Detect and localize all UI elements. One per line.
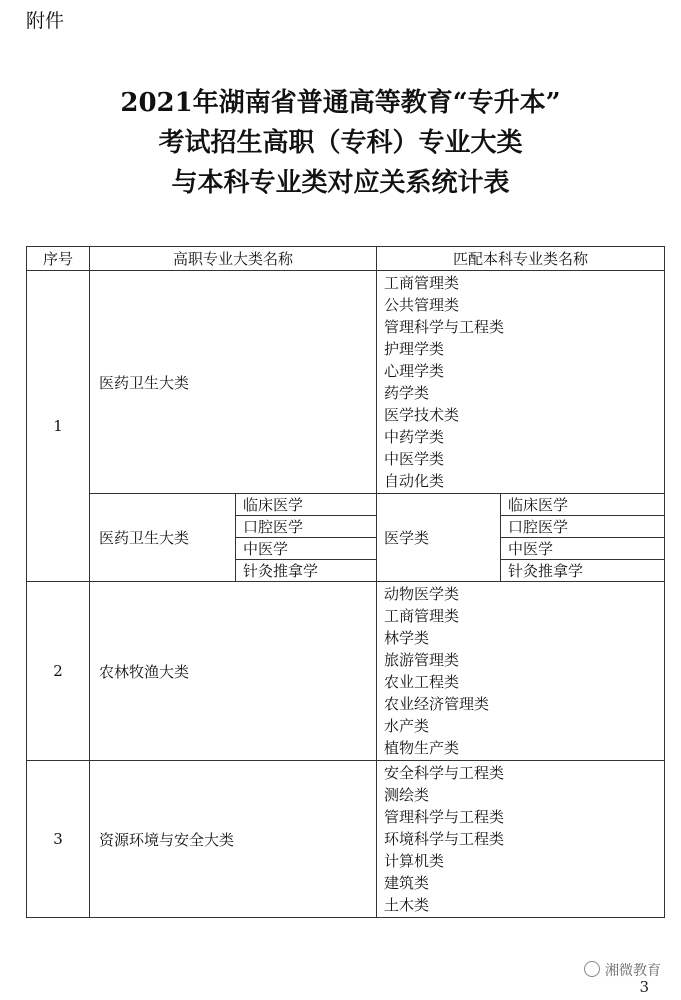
undergrad-sub-major: 口腔医学 — [501, 516, 665, 538]
title-line-3: 与本科专业类对应关系统计表 — [171, 168, 510, 198]
watermark — [584, 960, 661, 980]
vocational-category: 医药卫生大类 — [90, 494, 236, 582]
list-item: 建筑类 — [384, 874, 430, 892]
list-item: 土木类 — [384, 896, 430, 914]
list-item: 公共管理类 — [384, 296, 460, 314]
header-undergrad: 匹配本科专业类名称 — [377, 247, 665, 271]
list-item: 医学技术类 — [384, 406, 460, 424]
list-item: 药学类 — [384, 384, 430, 402]
attachment-label: 附件 — [26, 10, 65, 32]
list-item: 动物医学类 — [384, 585, 460, 603]
table-row — [27, 761, 665, 918]
undergrad-sub-major: 针灸推拿学 — [501, 560, 665, 582]
title-line-2: 考试招生高职（专科）专业大类 — [158, 128, 523, 158]
list-item: 中医学类 — [384, 450, 445, 468]
vocational-sub-major: 中医学 — [236, 538, 377, 560]
list-item: 工商管理类 — [384, 274, 460, 292]
list-item: 农业工程类 — [384, 673, 460, 691]
table-row — [27, 582, 665, 761]
list-item: 水产类 — [384, 717, 430, 735]
vocational-sub-major: 针灸推拿学 — [236, 560, 377, 582]
header-seq: 序号 — [27, 247, 90, 271]
undergrad-majors — [377, 271, 665, 494]
row-number: 1 — [27, 271, 90, 582]
vocational-sub-major: 口腔医学 — [236, 516, 377, 538]
list-item: 旅游管理类 — [384, 651, 460, 669]
list-item: 管理科学与工程类 — [384, 808, 505, 826]
wechat-icon — [584, 961, 600, 977]
list-item: 心理学类 — [384, 362, 445, 380]
vocational-category: 农林牧渔大类 — [90, 582, 377, 761]
table-row — [27, 494, 665, 516]
list-item: 中药学类 — [384, 428, 445, 446]
undergrad-sub-major: 临床医学 — [501, 494, 665, 516]
list-item: 安全科学与工程类 — [384, 764, 505, 782]
list-item: 工商管理类 — [384, 607, 460, 625]
list-item: 农业经济管理类 — [384, 695, 490, 713]
list-item: 林学类 — [384, 629, 430, 647]
list-item: 植物生产类 — [384, 739, 460, 757]
row-number: 3 — [27, 761, 90, 918]
list-item: 环境科学与工程类 — [384, 830, 505, 848]
list-item: 管理科学与工程类 — [384, 318, 505, 336]
list-item: 计算机类 — [384, 852, 445, 870]
undergrad-sub-major: 中医学 — [501, 538, 665, 560]
list-item: 测绘类 — [384, 786, 430, 804]
watermark-text: 湘微教育 — [605, 963, 661, 979]
title-line-1: 2021年湖南省普通高等教育“专升本” — [120, 88, 561, 118]
mapping-table — [26, 246, 665, 918]
vocational-category: 医药卫生大类 — [90, 271, 377, 494]
header-vocational: 高职专业大类名称 — [90, 247, 377, 271]
row-number: 2 — [27, 582, 90, 761]
undergrad-majors — [377, 582, 665, 761]
vocational-sub-major: 临床医学 — [236, 494, 377, 516]
page-number: 3 — [639, 978, 649, 996]
header-row — [27, 247, 665, 271]
undergrad-majors — [377, 761, 665, 918]
list-item: 护理学类 — [384, 340, 445, 358]
undergrad-category: 医学类 — [377, 494, 501, 582]
list-item: 自动化类 — [384, 472, 445, 490]
document-title — [0, 83, 681, 203]
table-row — [27, 271, 665, 494]
vocational-category: 资源环境与安全大类 — [90, 761, 377, 918]
